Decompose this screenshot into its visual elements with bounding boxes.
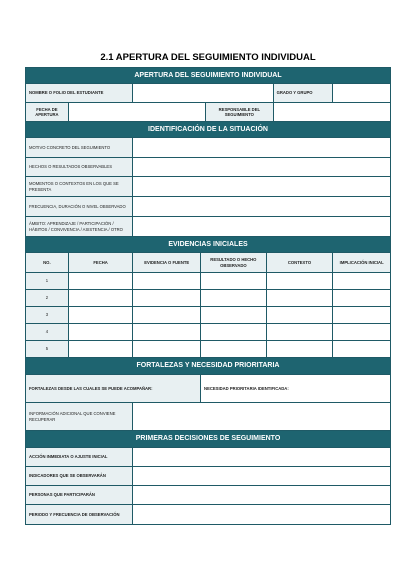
table-cell[interactable]	[267, 307, 334, 323]
grado-label: GRADO Y GRUPO	[274, 84, 334, 102]
table-cell[interactable]	[333, 307, 390, 323]
row-identificacion	[26, 158, 390, 177]
table-cell[interactable]	[133, 341, 201, 357]
info-adicional-field[interactable]	[133, 403, 390, 430]
table-cell[interactable]	[267, 324, 334, 340]
identificacion-label: FRECUENCIA, DURACIÓN O NIVEL OBSERVADO	[26, 197, 133, 216]
fecha-field[interactable]	[69, 103, 206, 121]
table-cell[interactable]	[69, 290, 134, 306]
column-header: CONTEXTO	[267, 253, 334, 272]
nombre-field[interactable]	[133, 84, 273, 102]
table-cell[interactable]	[333, 324, 390, 340]
table-cell[interactable]	[133, 290, 201, 306]
table-cell[interactable]	[201, 307, 267, 323]
table-cell[interactable]	[333, 290, 390, 306]
section-heading-evidencias: EVIDENCIAS INICIALES	[26, 237, 390, 253]
table-cell[interactable]	[69, 273, 134, 289]
info-adicional-label: INFORMACIÓN ADICIONAL QUE CONVIENE RECUPERAR	[26, 403, 133, 430]
table-cell[interactable]	[133, 273, 201, 289]
table-row	[26, 290, 390, 307]
row-identificacion	[26, 177, 390, 197]
identificacion-label: HECHOS O RESULTADOS OBSERVABLES	[26, 158, 133, 176]
column-header: FECHA	[69, 253, 134, 272]
column-header: EVIDENCIA O FUENTE	[133, 253, 201, 272]
decision-label: PERSONAS QUE PARTICIPARÁN	[26, 486, 133, 504]
row-nombre	[26, 84, 390, 103]
table-cell[interactable]	[333, 341, 390, 357]
identificacion-field[interactable]	[133, 197, 390, 216]
table-row	[26, 324, 390, 341]
evidencias-header-row	[26, 253, 390, 273]
table-cell[interactable]	[201, 341, 267, 357]
identificacion-field[interactable]	[133, 138, 390, 157]
grado-field[interactable]	[333, 84, 390, 102]
section-heading-identificacion: IDENTIFICACIÓN DE LA SITUACIÓN	[26, 122, 390, 138]
identificacion-label: MOTIVO CONCRETO DEL SEGUIMIENTO	[26, 138, 133, 157]
row-number: 1	[26, 273, 69, 289]
row-identificacion	[26, 217, 390, 237]
responsable-field[interactable]	[274, 103, 390, 121]
row-number: 3	[26, 307, 69, 323]
column-header: IMPLICACIÓN INICIAL	[333, 253, 390, 272]
identificacion-label: MOMENTOS O CONTEXTOS EN LOS QUE SE PRESENTA	[26, 177, 133, 196]
row-number: 2	[26, 290, 69, 306]
table-cell[interactable]	[267, 290, 334, 306]
table-cell[interactable]	[201, 273, 267, 289]
decision-field[interactable]	[133, 448, 390, 466]
row-identificacion	[26, 197, 390, 217]
table-row	[26, 341, 390, 358]
row-identificacion	[26, 138, 390, 158]
column-header: NO.	[26, 253, 69, 272]
row-fecha	[26, 103, 390, 122]
row-number: 4	[26, 324, 69, 340]
table-cell[interactable]	[201, 324, 267, 340]
row-info-adicional	[26, 403, 390, 431]
table-cell[interactable]	[133, 307, 201, 323]
section-heading-fortalezas: FORTALEZAS Y NECESIDAD PRIORITARIA	[26, 358, 390, 375]
table-cell[interactable]	[69, 307, 134, 323]
table-row	[26, 273, 390, 290]
page-title: 2.1 APERTURA DEL SEGUIMIENTO INDIVIDUAL	[100, 52, 316, 63]
nombre-label: NOMBRE O FOLIO DEL ESTUDIANTE	[26, 84, 133, 102]
row-decision	[26, 505, 390, 524]
decision-field[interactable]	[133, 505, 390, 524]
identificacion-field[interactable]	[133, 158, 390, 176]
table-cell[interactable]	[333, 273, 390, 289]
decision-field[interactable]	[133, 486, 390, 504]
row-fortalezas	[26, 375, 390, 403]
table-cell[interactable]	[267, 273, 334, 289]
table-cell[interactable]	[69, 341, 134, 357]
identificacion-label: ÁMBITO: APRENDIZAJE / PARTICIPACIÓN / HÁBITOS / CONVIVENCIA / ASISTENCIA / OTRO	[26, 217, 133, 236]
table-cell[interactable]	[133, 324, 201, 340]
decision-label: PERIODO Y FRECUENCIA DE OBSERVACIÓN	[26, 505, 133, 524]
table-cell[interactable]	[267, 341, 334, 357]
column-header: RESULTADO O HECHO OBSERVADO	[201, 253, 267, 272]
table-cell[interactable]	[201, 290, 267, 306]
row-decision	[26, 448, 390, 467]
row-number: 5	[26, 341, 69, 357]
responsable-label: RESPONSABLE DEL SEGUIMIENTO	[206, 103, 274, 121]
fortalezas-field[interactable]: FORTALEZAS DESDE LAS CUALES SE PUEDE ACOMPAÑAR:	[26, 375, 201, 402]
decision-field[interactable]	[133, 467, 390, 485]
fecha-label: FECHA DE APERTURA	[26, 103, 69, 121]
decision-label: INDICADORES QUE SE OBSERVARÁN	[26, 467, 133, 485]
necesidad-field[interactable]: NECESIDAD PRIORITARIA IDENTIFICADA:	[201, 375, 390, 402]
row-decision	[26, 486, 390, 505]
identificacion-field[interactable]	[133, 217, 390, 236]
identificacion-field[interactable]	[133, 177, 390, 196]
section-heading-apertura: APERTURA DEL SEGUIMIENTO INDIVIDUAL	[26, 68, 390, 84]
table-row	[26, 307, 390, 324]
table-cell[interactable]	[69, 324, 134, 340]
decision-label: ACCIÓN INMEDIATA O AJUSTE INICIAL	[26, 448, 133, 466]
row-decision	[26, 467, 390, 486]
follow-up-form	[25, 67, 391, 525]
section-heading-decisiones: PRIMERAS DECISIONES DE SEGUIMIENTO	[26, 431, 390, 448]
